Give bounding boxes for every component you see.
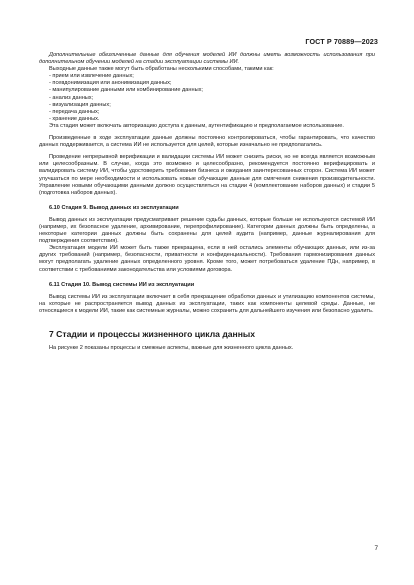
list-item: - визуализация данных; bbox=[49, 101, 111, 108]
paragraph: Дополнительные обезличенные данные для обучения моделей ИИ должны иметь возможность использования при дополнительном обучении моделей на стадии эксплуатации системы ИИ. bbox=[39, 52, 375, 66]
paragraph: Вывод системы ИИ из эксплуатации включает в себя прекращение обработки данных и утилизацию компонентов системы, на которые не распространяется вывод данных из эксплуатации, таких как компоненты целевой среды. Данные, не относящиеся к модели ИИ, такие как системные журналы, можно сохранить для дальнейшего изучения или безопасно удалить. bbox=[39, 293, 375, 314]
paragraph: Произведенные в ходе эксплуатации данные должны постоянно контролироваться, чтобы гарантировать, что качество данных поддерживается, а система ИИ не используется для целей, которые изначально не предполагались. bbox=[39, 135, 375, 149]
list-item: - передача данных; bbox=[49, 108, 100, 115]
page-content bbox=[39, 52, 375, 352]
paragraph: Выходные данные также могут быть обработаны несколькими способами, такими как: bbox=[49, 66, 274, 73]
section-heading-6-10: 6.10 Стадия 9. Вывод данных из эксплуатации bbox=[49, 204, 179, 211]
section-heading-6-11: 6.11 Стадия 10. Вывод системы ИИ из эксплуатации bbox=[49, 281, 195, 288]
processing-methods-list bbox=[39, 73, 375, 123]
paragraph: На рисунке 2 показаны процессы и смежные аспекты, важные для жизненного цикла данных. bbox=[49, 345, 294, 351]
list-item: - прием или извлечение данных; bbox=[49, 73, 134, 80]
section-heading-7: 7 Стадии и процессы жизненного цикла данных bbox=[49, 329, 256, 339]
paragraph: Эта стадия может включать авторизацию доступа к данным, аутентификацию и предполагаемое использование. bbox=[49, 122, 344, 129]
list-item: - псевдонимизация или анонимизация данных; bbox=[49, 80, 172, 87]
page-number: 7 bbox=[374, 545, 378, 552]
paragraph: Эксплуатация модели ИИ может быть также прекращена, если в ней остались элементы обучающих данных, или из-за других требований (например, безопасности, приватности и конфиденциальности). Требования гармонизирования данных могут предполагать удаление данных определенного уровня. Кроме того, может потребоваться удаление ПДн, например, в соответствии с требованиями законодательства или условиями договора. bbox=[39, 245, 375, 273]
list-item: - манипулирование данными или комбинирование данных; bbox=[49, 87, 203, 94]
paragraph: Проведение непрерывной верификации и валидации системы ИИ может снизить риски, но не всегда является возможным или целесообразным. В случае, когда это возможно и целесообразно, рекомендуется постоянно верифицировать и валидировать систему ИИ, чтобы удостоверить требования бизнеса и ожидания заинтересованных сторон. Система ИИ может улучшаться по мере необходимости и использовать новые обучающие данные для смягчения снижения производительности. Управление новыми обучающими данными должно осуществляться на стадии 4 (комплектование наборов данных) и стадии 5 (подготовка наборов данных). bbox=[39, 154, 375, 196]
paragraph: Вывод данных из эксплуатации предусматривает решение судьбы данных, которые больше не используются системой ИИ (например, их безопасное удаление, архивирование, перепрофилирование). Категории данных должны быть определены, а некоторые категории данных должны быть сохранены для целей аудита (например, данные журналирования для подтверждения соответствия). bbox=[39, 216, 375, 245]
list-item: - хранение данных. bbox=[49, 115, 100, 122]
list-item: - анализ данных; bbox=[49, 94, 94, 101]
standard-code: ГОСТ Р 70889—2023 bbox=[305, 37, 378, 46]
